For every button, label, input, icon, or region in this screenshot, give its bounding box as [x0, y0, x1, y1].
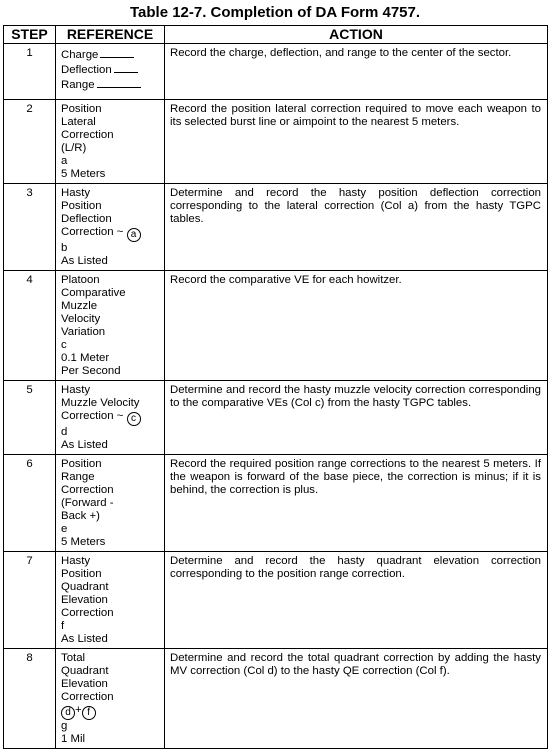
action-cell: Determine and record the hasty muzzle velocity correction corresponding to the comparative VEs (Col c) from the hasty TGPC tables. — [165, 381, 548, 455]
reference-cell — [56, 44, 165, 100]
table-row — [4, 552, 548, 649]
header-reference: REFERENCE — [56, 26, 165, 44]
reference-unit: As Listed — [61, 633, 108, 645]
reference-line: Elevation — [61, 594, 108, 606]
step-number: 8 — [4, 649, 56, 749]
reference-line: Correction ~ — [61, 410, 124, 422]
reference-line: Back +) — [61, 510, 100, 522]
reference-cell — [56, 271, 165, 381]
reference-line: Position — [61, 458, 102, 470]
charge-label: Charge — [61, 49, 99, 61]
action-cell: Record the comparative VE for each howitzer. — [165, 271, 548, 381]
table-row — [4, 271, 548, 381]
step-number: 6 — [4, 455, 56, 552]
reference-unit: 1 Mil — [61, 733, 86, 745]
column-letter: e — [61, 523, 68, 535]
reference-cell — [56, 455, 165, 552]
plus-sign: + — [75, 704, 82, 716]
reference-unit: As Listed — [61, 255, 108, 267]
reference-line: Hasty — [61, 555, 91, 567]
action-cell: Determine and record the hasty position deflection correction corresponding to the lateral correction (Col a) from the hasty TGPC tables. — [165, 184, 548, 271]
header-action: ACTION — [165, 26, 548, 44]
circled-letter-f: f — [82, 706, 96, 720]
circled-letter-a: a — [127, 228, 141, 242]
action-cell: Determine and record the hasty quadrant elevation correction corresponding to the position range correction. — [165, 552, 548, 649]
action-cell: Record the position lateral correction required to move each weapon to its selected burst line or aimpoint to the nearest 5 meters. — [165, 100, 548, 184]
table-title: Table 12-7. Completion of DA Form 4757. — [129, 4, 421, 21]
step-number: 5 — [4, 381, 56, 455]
reference-line: Position — [61, 568, 102, 580]
table-header-row — [4, 26, 548, 44]
form-completion-table — [3, 25, 548, 749]
column-letter: g — [61, 720, 68, 732]
reference-line: Correction ~ — [61, 226, 124, 238]
table-row — [4, 184, 548, 271]
reference-line: Muzzle Velocity — [61, 397, 140, 409]
column-letter: f — [61, 620, 65, 632]
reference-line: Hasty — [61, 187, 91, 199]
column-letter: a — [61, 155, 68, 167]
reference-line: Quadrant — [61, 581, 109, 593]
reference-line: Deflection — [61, 213, 112, 225]
column-letter: c — [61, 339, 67, 351]
table-row — [4, 455, 548, 552]
reference-unit: As Listed — [61, 439, 108, 451]
header-step: STEP — [4, 26, 56, 44]
table-row — [4, 649, 548, 749]
action-cell: Record the charge, deflection, and range to the center of the sector. — [165, 44, 548, 100]
reference-cell — [56, 381, 165, 455]
reference-line: Quadrant — [61, 665, 109, 677]
reference-line: Comparative — [61, 287, 126, 299]
step-number: 7 — [4, 552, 56, 649]
reference-cell — [56, 649, 165, 749]
table-row — [4, 100, 548, 184]
reference-line: Elevation — [61, 678, 108, 690]
reference-line: (Forward - — [61, 497, 114, 509]
step-number: 4 — [4, 271, 56, 381]
step-number: 3 — [4, 184, 56, 271]
reference-unit: Per Second — [61, 365, 121, 377]
reference-line: Lateral — [61, 116, 96, 128]
reference-line: (L/R) — [61, 142, 87, 154]
deflection-label: Deflection — [61, 64, 112, 76]
reference-line: Muzzle — [61, 300, 98, 312]
reference-line: Correction — [61, 691, 114, 703]
reference-line: Velocity — [61, 313, 101, 325]
reference-line: Correction — [61, 129, 114, 141]
range-blank — [97, 77, 141, 88]
reference-unit: 5 Meters — [61, 536, 106, 548]
reference-line: Position — [61, 103, 102, 115]
reference-line: Range — [61, 471, 95, 483]
reference-line: Correction — [61, 607, 114, 619]
column-letter: d — [61, 426, 68, 438]
action-cell: Determine and record the total quadrant correction by adding the hasty MV correction (Col d) to the hasty QE correction (Col f). — [165, 649, 548, 749]
charge-blank — [100, 47, 134, 58]
reference-line: Variation — [61, 326, 106, 338]
reference-cell — [56, 184, 165, 271]
circled-letter-d: d — [61, 706, 75, 720]
circled-letter-c: c — [127, 412, 141, 426]
reference-unit: 5 Meters — [61, 168, 106, 180]
step-number: 2 — [4, 100, 56, 184]
reference-unit: 0.1 Meter — [61, 352, 110, 364]
reference-line: Platoon — [61, 274, 100, 286]
table-row — [4, 381, 548, 455]
step-number: 1 — [4, 44, 56, 100]
reference-line: Position — [61, 200, 102, 212]
column-letter: b — [61, 242, 68, 254]
action-cell: Record the required position range corrections to the nearest 5 meters. If the weapon is forward of the base piece, the correction is minus; if it is behind, the correction is plus. — [165, 455, 548, 552]
reference-cell — [56, 552, 165, 649]
reference-line: Total — [61, 652, 86, 664]
reference-cell — [56, 100, 165, 184]
range-label: Range — [61, 79, 95, 91]
reference-line: Hasty — [61, 384, 91, 396]
deflection-blank — [114, 62, 138, 73]
table-row — [4, 44, 548, 100]
reference-line: Correction — [61, 484, 114, 496]
